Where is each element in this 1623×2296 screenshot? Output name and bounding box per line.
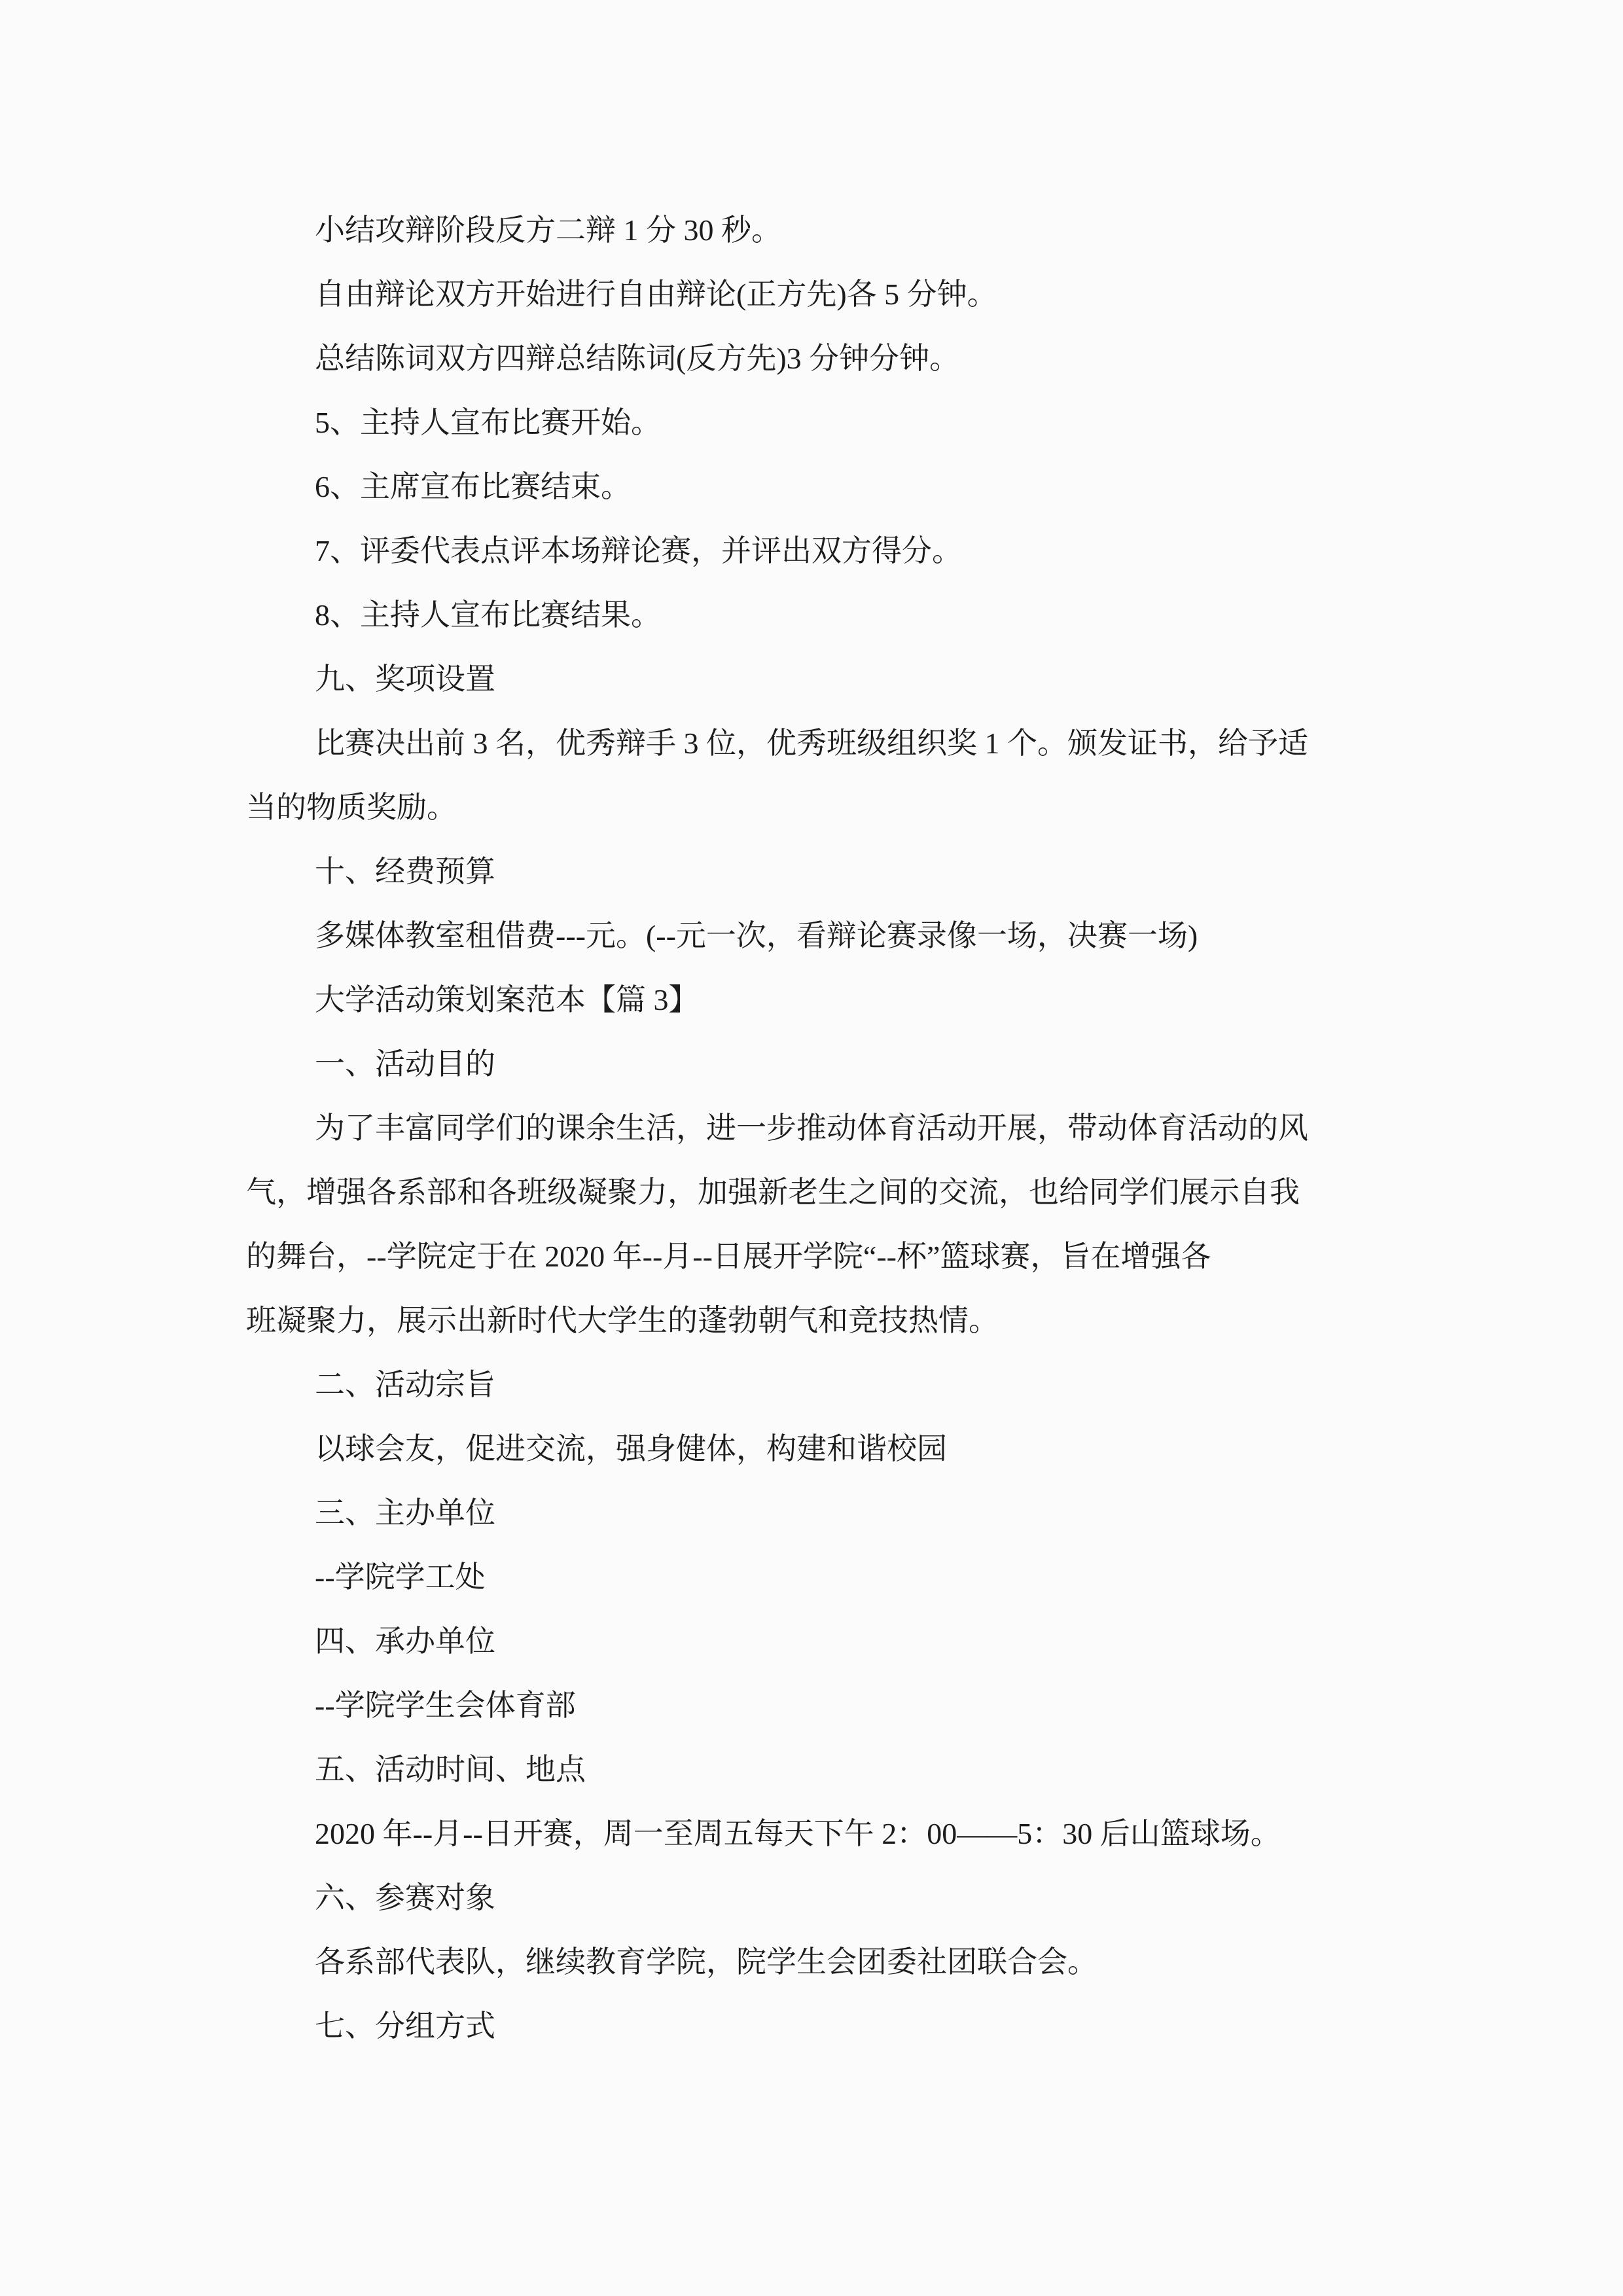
text-line: 气，增强各系部和各班级凝聚力，加强新老生之间的交流，也给同学们展示自我	[246, 1175, 1300, 1209]
document-text-block	[246, 198, 1381, 2058]
text-line: 小结攻辩阶段反方二辩 1 分 30 秒。	[315, 213, 781, 247]
text-line: 2020 年--月--日开赛，周一至周五每天下午 2：00——5：30 后山篮球场。	[315, 1817, 1281, 1850]
text-line: 大学活动策划案范本【篇 3】	[315, 983, 699, 1016]
text-line: --学院学生会体育部	[315, 1689, 576, 1722]
text-line: --学院学工处	[315, 1560, 486, 1594]
text-line: 十、经费预算	[315, 855, 495, 888]
text-line: 五、活动时间、地点	[315, 1753, 586, 1786]
text-line: 七、分组方式	[315, 2009, 495, 2043]
text-line: 三、主办单位	[315, 1496, 495, 1530]
text-line: 5、主持人宣布比赛开始。	[315, 406, 661, 439]
text-line: 以球会友，促进交流，强身健体，构建和谐校园	[315, 1432, 947, 1465]
text-line: 总结陈词双方四辩总结陈词(反方先)3 分钟分钟。	[315, 342, 960, 375]
text-line: 各系部代表队，继续教育学院，院学生会团委社团联合会。	[315, 1945, 1097, 1979]
text-line: 当的物质奖励。	[246, 791, 457, 824]
text-line: 的舞台，--学院定于在 2020 年--月--日展开学院“--杯”篮球赛，旨在增强各	[246, 1240, 1211, 1273]
text-line: 九、奖项设置	[315, 662, 495, 696]
text-line: 六、参赛对象	[315, 1881, 495, 1914]
text-line: 四、承办单位	[315, 1624, 495, 1658]
text-line: 7、评委代表点评本场辩论赛，并评出双方得分。	[315, 534, 962, 567]
text-line: 班凝聚力，展示出新时代大学生的蓬勃朝气和竞技热情。	[246, 1304, 999, 1337]
text-line: 二、活动宗旨	[315, 1368, 495, 1401]
text-line: 为了丰富同学们的课余生活，进一步推动体育活动开展，带动体育活动的风	[315, 1111, 1308, 1145]
text-line: 比赛决出前 3 名，优秀辩手 3 位，优秀班级组织奖 1 个。颁发证书，给予适	[315, 726, 1308, 760]
text-line: 6、主席宣布比赛结束。	[315, 470, 631, 503]
text-line: 多媒体教室租借费---元。(--元一次，看辩论赛录像一场，决赛一场)	[315, 919, 1198, 952]
text-line: 一、活动目的	[315, 1047, 495, 1081]
text-line: 自由辩论双方开始进行自由辩论(正方先)各 5 分钟。	[315, 278, 997, 311]
text-line: 8、主持人宣布比赛结果。	[315, 598, 661, 632]
